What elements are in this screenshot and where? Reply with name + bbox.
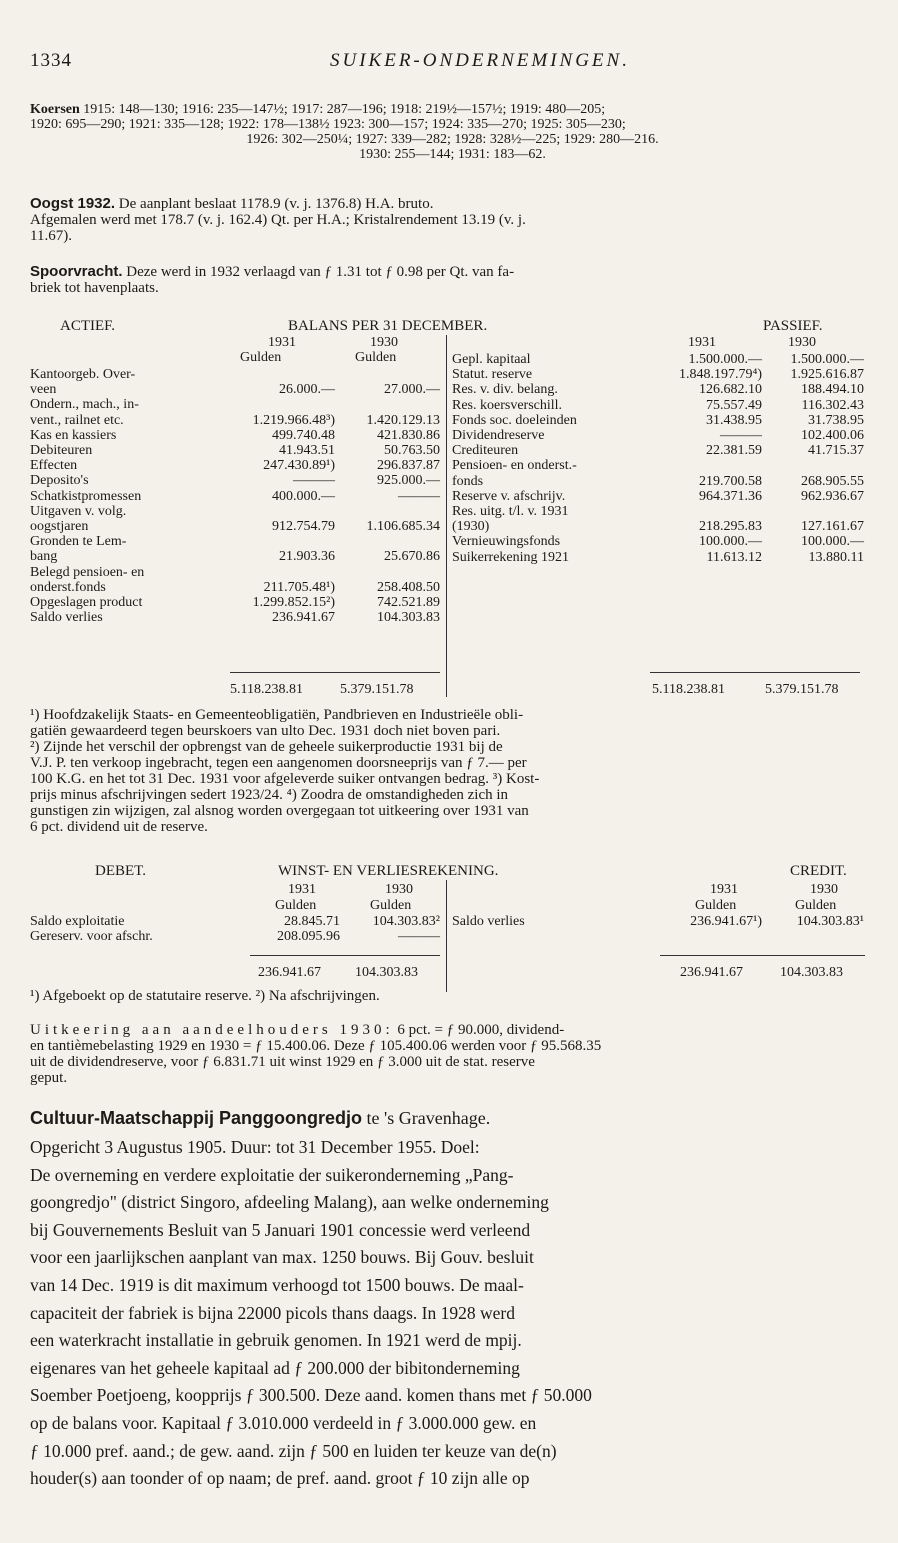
uitkeering-label: Uitkeering aan aandeelhouders 1930: xyxy=(30,1022,394,1038)
total-value: 236.941.67 xyxy=(680,965,743,980)
row-label: Pensioen- en onderst.- xyxy=(452,458,577,474)
spoorvracht-text: briek tot havenplaats. xyxy=(30,280,159,296)
row-label: Opgeslagen product xyxy=(30,594,143,610)
balans-title: BALANS PER 31 DECEMBER. xyxy=(288,318,488,334)
row-value: 31.738.95 xyxy=(808,412,864,428)
row-value: 925.000.— xyxy=(377,473,440,489)
row-value: 100.000.— xyxy=(801,534,864,550)
row-value: 1.420.129.13 xyxy=(366,412,440,428)
total-value: 5.118.238.81 xyxy=(652,682,725,697)
winst-note: ¹) Afgeboekt op de statutaire reserve. ²) Na afschrijvingen. xyxy=(30,988,380,1004)
col-unit: Gulden xyxy=(695,898,737,913)
col-unit: Gulden xyxy=(795,898,837,913)
row-value: 21.903.36 xyxy=(279,549,335,565)
col-year: 1930 xyxy=(385,882,413,897)
spoorvracht-block xyxy=(30,264,875,296)
row-value: 421.830.86 xyxy=(377,427,440,443)
table-row xyxy=(30,534,440,549)
row-value: 50.763.50 xyxy=(384,443,440,459)
oogst-text: 11.67). xyxy=(30,228,72,244)
row-label: Kantoorgeb. Over- xyxy=(30,367,136,383)
row-label: Ondern., mach., in- xyxy=(30,397,139,413)
table-row xyxy=(452,534,864,549)
row-value: 1.500.000.— xyxy=(790,352,864,368)
company-line: Soember Poetjoeng, koopprijs ƒ 300.500. Deze aand. komen thans met ƒ 50.000 xyxy=(30,1385,592,1406)
row-value: 218.295.83 xyxy=(699,519,762,535)
col-year: 1930 xyxy=(788,335,816,350)
balans-total-rule xyxy=(230,672,440,673)
row-value xyxy=(762,504,864,519)
row-value: 13.880.11 xyxy=(808,549,864,565)
row-value: 11.613.12 xyxy=(706,549,762,565)
company-body xyxy=(30,1134,866,1493)
credit-table xyxy=(452,914,864,929)
row-value: 742.521.89 xyxy=(377,594,440,610)
company-name: Cultuur-Maatschappij Panggoongredjo xyxy=(30,1108,362,1128)
row-label: veen xyxy=(30,382,57,398)
row-value xyxy=(657,458,762,473)
uitkeering-line: uit de dividendreserve, voor ƒ 6.831.71 uit winst 1929 en ƒ 3.000 uit de stat. reserve xyxy=(30,1054,535,1070)
company-line: voor een jaarlijkschen aanplant van max. 1250 bouws. Bij Gouv. besluit xyxy=(30,1247,534,1268)
winst-credit-title: CREDIT. xyxy=(790,863,847,879)
row-value xyxy=(225,534,335,549)
winst-debet-title: DEBET. xyxy=(95,863,146,879)
row-value: ——— xyxy=(398,488,440,504)
uitkeering-block xyxy=(30,1022,868,1086)
row-value xyxy=(225,504,335,519)
row-label: Schatkistpromessen xyxy=(30,488,142,504)
oogst-label: Oogst 1932. xyxy=(30,195,116,212)
row-label: Gronden te Lem- xyxy=(30,534,127,550)
balans-actief-title: ACTIEF. xyxy=(60,318,116,334)
winst-totals xyxy=(30,965,870,981)
table-row xyxy=(452,519,864,534)
row-value: 104.303.83¹ xyxy=(796,914,864,930)
row-label: Crediteuren xyxy=(452,443,519,459)
row-label: onderst.fonds xyxy=(30,579,106,595)
col-unit: Gulden xyxy=(355,350,397,365)
row-value: 104.303.83 xyxy=(377,610,440,626)
table-row xyxy=(30,489,440,504)
row-value: 499.740.48 xyxy=(272,427,335,443)
table-row xyxy=(30,428,440,443)
row-value: 962.936.67 xyxy=(801,488,864,504)
row-label: Suikerrekening 1921 xyxy=(452,549,570,565)
company-line: een waterkracht installatie in gebruik genomen. In 1921 werd de mpij. xyxy=(30,1330,522,1351)
row-label: Saldo verlies xyxy=(30,610,103,626)
table-row xyxy=(452,504,864,519)
table-row xyxy=(452,398,864,413)
row-value: 104.303.83² xyxy=(372,914,440,930)
note-line: 6 pct. dividend uit de reserve. xyxy=(30,819,208,835)
col-unit: Gulden xyxy=(240,350,282,365)
winst-titles xyxy=(30,863,870,881)
oogst-text: Afgemalen werd met 178.7 (v. j. 162.4) Qt. per H.A.; Kristalrendement 13.19 (v. j. xyxy=(30,212,526,228)
col-year: 1931 xyxy=(688,335,716,350)
col-year: 1930 xyxy=(810,882,838,897)
company-line: bij Gouvernements Besluit van 5 Januari 1901 concessie werd verleend xyxy=(30,1219,531,1240)
total-value: 5.379.151.78 xyxy=(340,682,414,697)
row-value xyxy=(335,504,440,519)
row-value: 1.500.000.— xyxy=(688,352,762,368)
row-value: 116.302.43 xyxy=(801,397,864,413)
table-row xyxy=(30,413,440,428)
row-value: 1.106.685.34 xyxy=(366,518,440,534)
table-row xyxy=(452,428,864,443)
row-label: Res. v. div. belang. xyxy=(452,382,558,398)
row-label: Debiteuren xyxy=(30,443,93,459)
company-line: eigenares van het geheele kapitaal ad ƒ 200.000 der bibitonderneming xyxy=(30,1357,520,1378)
row-value: 100.000.— xyxy=(699,534,762,550)
row-label: Uitgaven v. volg. xyxy=(30,503,127,519)
row-label: Res. koersverschill. xyxy=(452,397,563,413)
note-line: prijs minus afschrijvingen sedert 1923/24. ⁴) Zoodra de omstandigheden zich in xyxy=(30,787,509,803)
row-value: ——— xyxy=(720,428,762,444)
row-value: 1.219.966.48³) xyxy=(252,412,335,428)
row-label: Belegd pensioen- en xyxy=(30,564,145,580)
table-row xyxy=(452,914,864,929)
table-row xyxy=(30,914,440,929)
row-value xyxy=(762,458,864,473)
company-line: goongredjo" (district Singoro, afdeeling Malang), aan welke onderneming xyxy=(30,1192,549,1213)
row-value: 236.941.67 xyxy=(272,610,335,626)
koersen-line: 1926: 302—250¼; 1927: 339—282; 1928: 328½—225; 1929: 280—216. xyxy=(246,132,659,147)
row-value: 208.095.96 xyxy=(277,929,340,945)
table-row xyxy=(30,382,440,397)
company-line: op de balans voor. Kapitaal ƒ 3.010.000 verdeeld in ƒ 3.000.000 gew. en xyxy=(30,1412,537,1433)
table-row xyxy=(30,595,440,610)
row-label: Saldo exploitatie xyxy=(30,914,125,930)
row-label: Gepl. kapitaal xyxy=(452,352,531,368)
company-line: houder(s) aan toonder of op naam; de pref. aand. groot ƒ 10 zijn alle op xyxy=(30,1468,530,1489)
row-value: 268.905.55 xyxy=(801,473,864,489)
row-value: 964.371.36 xyxy=(699,488,762,504)
note-line: V.J. P. ten verkoop ingebracht, tegen een aangenomen doorsneeprijs van ƒ 7.— per xyxy=(30,755,527,771)
table-row xyxy=(452,443,864,458)
koersen-line: 1915: 148—130; 1916: 235—147½; 1917: 287—196; 1918: 219½—157½; 1919: 480—205; xyxy=(83,102,606,117)
table-row xyxy=(452,367,864,382)
koersen-label: Koersen xyxy=(30,102,80,117)
table-row xyxy=(30,929,440,944)
running-title: SUIKER-ONDERNEMINGEN. xyxy=(330,50,630,71)
winst-total-rule xyxy=(250,955,440,956)
company-heading xyxy=(30,1108,866,1129)
row-value: 41.715.37 xyxy=(808,443,864,459)
note-line: ¹) Hoofdzakelijk Staats- en Gemeenteobligatiën, Pandbrieven en Industrieële obli- xyxy=(30,707,524,723)
row-value: ——— xyxy=(398,929,440,945)
col-year: 1930 xyxy=(370,335,398,350)
table-row xyxy=(30,443,440,458)
total-value: 5.379.151.78 xyxy=(765,682,839,697)
activa-table xyxy=(30,367,440,625)
table-row xyxy=(452,413,864,428)
winst-title: WINST- EN VERLIESREKENING. xyxy=(278,863,499,879)
row-value: 25.670.86 xyxy=(384,549,440,565)
row-label: vent., railnet etc. xyxy=(30,412,124,428)
note-line: gunstigen zin wijzigen, zal alsnog worden overgegaan tot uitkeering over 1931 van xyxy=(30,803,529,819)
row-value xyxy=(335,367,440,382)
row-value: 236.941.67¹) xyxy=(690,914,762,930)
col-year: 1931 xyxy=(710,882,738,897)
total-value: 5.118.238.81 xyxy=(230,682,303,697)
oogst-text: De aanplant beslaat 1178.9 (v. j. 1376.8) H.A. bruto. xyxy=(118,196,434,212)
total-value: 104.303.83 xyxy=(780,965,843,980)
row-value: 126.682.10 xyxy=(699,382,762,398)
row-value: 211.705.48¹) xyxy=(263,579,335,595)
row-value: 296.837.87 xyxy=(377,458,440,474)
table-row xyxy=(30,458,440,473)
company-line: van 14 Dec. 1919 is dit maximum verhoogd tot 1500 bouws. De maal- xyxy=(30,1274,524,1295)
row-value: 1.925.616.87 xyxy=(790,367,864,383)
table-row xyxy=(30,564,440,579)
total-value: 236.941.67 xyxy=(258,965,321,980)
table-row xyxy=(452,458,864,473)
note-line: ²) Zijnde het verschil der opbrengst van de geheele suikerproductie 1931 bij de xyxy=(30,739,503,755)
row-value xyxy=(225,397,335,412)
winst-col-headers xyxy=(30,882,870,914)
balans-passief-title: PASSIEF. xyxy=(763,318,823,334)
company-line: Opgericht 3 Augustus 1905. Duur: tot 31 December 1955. Doel: xyxy=(30,1137,480,1157)
col-year: 1931 xyxy=(288,882,316,897)
row-label: fonds xyxy=(452,473,484,489)
table-row xyxy=(452,549,864,564)
row-value: 1.299.852.15²) xyxy=(252,594,335,610)
row-value: 28.845.71 xyxy=(284,914,340,930)
balans-divider xyxy=(446,335,447,697)
row-label: Kas en kassiers xyxy=(30,427,117,443)
winst-total-rule xyxy=(660,955,865,956)
table-row xyxy=(452,474,864,489)
row-value: 912.754.79 xyxy=(272,518,335,534)
row-value: 26.000.— xyxy=(279,382,335,398)
uitkeering-line: 6 pct. = ƒ 90.000, dividend- xyxy=(397,1022,565,1038)
koersen-line: 1920: 695—290; 1921: 335—128; 1922: 178—138½ 1923: 300—157; 1924: 335—270; 1925: 305—230; xyxy=(30,117,626,132)
row-value: 41.943.51 xyxy=(279,443,335,459)
row-value: 247.430.89¹) xyxy=(263,458,335,474)
spoorvracht-label: Spoorvracht. xyxy=(30,263,123,280)
page-number: 1334 xyxy=(30,50,72,71)
row-label: Dividendreserve xyxy=(452,428,545,444)
page-header xyxy=(30,50,870,80)
row-value: 127.161.67 xyxy=(801,519,864,535)
balans-titles xyxy=(30,318,870,336)
uitkeering-line: en tantièmebelasting 1929 en 1930 = ƒ 15.400.06. Deze ƒ 105.400.06 werden voor ƒ 95.568.35 xyxy=(30,1038,602,1054)
row-label: Fonds soc. doeleinden xyxy=(452,412,577,428)
row-label: Gereserv. voor afschr. xyxy=(30,929,153,945)
balans-notes xyxy=(30,707,866,835)
table-row xyxy=(452,352,864,367)
passiva-table xyxy=(452,352,864,565)
row-value xyxy=(657,504,762,519)
row-value: 27.000.— xyxy=(384,382,440,398)
row-value xyxy=(225,564,335,579)
row-value: 219.700.58 xyxy=(699,473,762,489)
row-value: 1.848.197.79⁴) xyxy=(678,367,762,383)
uitkeering-line: geput. xyxy=(30,1070,68,1086)
row-label: Statut. reserve xyxy=(452,367,533,383)
table-row xyxy=(30,504,440,519)
oogst-block xyxy=(30,196,875,244)
note-line: 100 K.G. en het tot 31 Dec. 1931 voor afgeleverde suiker ontvangen bedrag. ³) Kost- xyxy=(30,771,540,787)
row-label: oogstjaren xyxy=(30,518,89,534)
row-value: 31.438.95 xyxy=(706,412,762,428)
table-row xyxy=(30,549,440,564)
company-line: De overneming en verdere exploitatie der suikeronderneming „Pang- xyxy=(30,1164,514,1185)
company-line: capaciteit der fabriek is bijna 22000 picols thans daags. In 1928 werd xyxy=(30,1302,515,1323)
row-value xyxy=(225,367,335,382)
row-label: Vernieuwingsfonds xyxy=(452,534,561,550)
row-label: Effecten xyxy=(30,458,78,474)
row-value: 258.408.50 xyxy=(377,579,440,595)
company-line: ƒ 10.000 pref. aand.; de gew. aand. zijn ƒ 500 en luiden ter keuze van de(n) xyxy=(30,1440,557,1461)
company-location: te 's Gravenhage. xyxy=(366,1108,491,1128)
balans-totals xyxy=(30,682,870,698)
col-unit: Gulden xyxy=(370,898,412,913)
koersen-block xyxy=(30,102,875,162)
row-value: ——— xyxy=(293,473,335,489)
balans-total-rule xyxy=(650,672,860,673)
row-label: (1930) xyxy=(452,519,490,535)
table-row xyxy=(30,397,440,412)
debet-table xyxy=(30,914,440,944)
table-row xyxy=(452,382,864,397)
row-value: 188.494.10 xyxy=(801,382,864,398)
row-value: 75.557.49 xyxy=(706,397,762,413)
table-row xyxy=(30,580,440,595)
table-row xyxy=(30,473,440,488)
row-value: 22.381.59 xyxy=(706,443,762,459)
note-line: gatiën gewaardeerd tegen beurskoers van ulto Dec. 1931 doch niet boven pari. xyxy=(30,723,501,739)
col-year: 1931 xyxy=(268,335,296,350)
row-label: Saldo verlies xyxy=(452,914,525,930)
table-row xyxy=(452,489,864,504)
col-unit: Gulden xyxy=(275,898,317,913)
koersen-line: 1930: 255—144; 1931: 183—62. xyxy=(359,147,546,162)
table-row xyxy=(30,610,440,625)
row-label: Reserve v. afschrijv. xyxy=(452,488,566,504)
table-row xyxy=(30,367,440,382)
row-label: Deposito's xyxy=(30,473,89,489)
row-value: 102.400.06 xyxy=(801,428,864,444)
table-row xyxy=(30,519,440,534)
total-value: 104.303.83 xyxy=(355,965,418,980)
row-value xyxy=(335,534,440,549)
row-label: Res. uitg. t/l. v. 1931 xyxy=(452,503,569,519)
row-value xyxy=(335,564,440,579)
row-value xyxy=(335,397,440,412)
spoorvracht-text: Deze werd in 1932 verlaagd van ƒ 1.31 tot ƒ 0.98 per Qt. van fa- xyxy=(126,264,515,280)
row-label: bang xyxy=(30,549,58,565)
row-value: 400.000.— xyxy=(272,488,335,504)
